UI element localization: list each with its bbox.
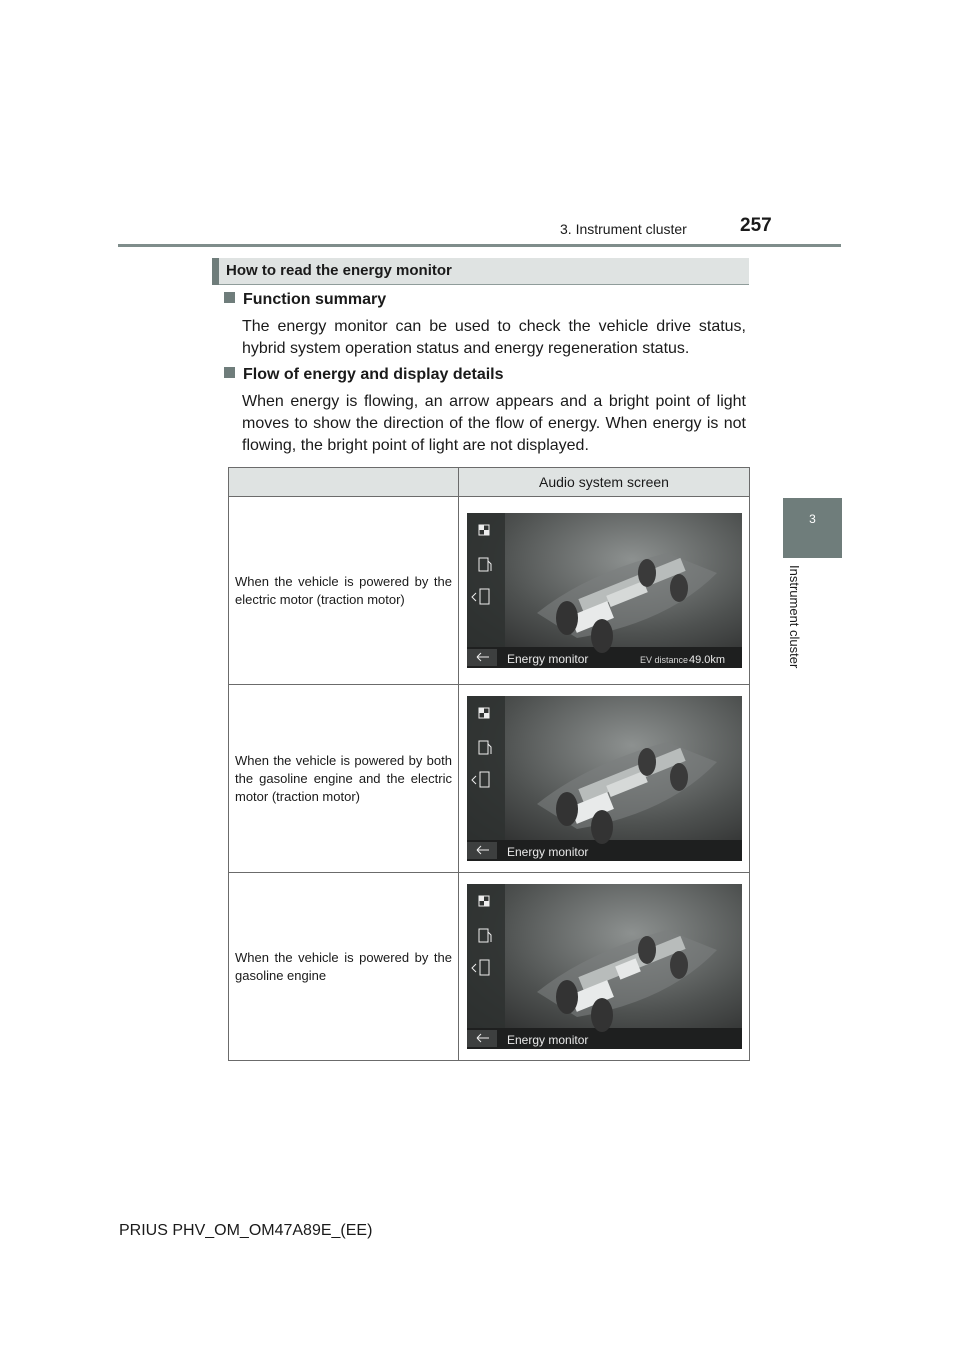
screen-cell [459,685,750,873]
ev-distance-label: EV distance [639,655,688,665]
back-arrow-icon[interactable] [467,842,497,859]
screen-title: Energy monitor [506,652,588,666]
energy-monitor-table [228,467,750,1061]
header-rule [118,244,841,247]
subheading-function-summary: Function summary [224,291,386,309]
header-section-title: 3. Instrument cluster [560,221,687,237]
paragraph-function-summary: The energy monitor can be used to check the vehicle drive status, hybrid system operation status and energy regeneration status. [242,318,746,357]
screen-cell [459,497,750,685]
row-label: When the vehicle is powered by the gasoline engine [229,873,459,1061]
table-row [229,497,750,685]
row-label: When the vehicle is powered by the electric motor (traction motor) [229,497,459,685]
screen-cell [459,873,750,1061]
table-row [229,873,750,1061]
section-heading: How to read the energy monitor [226,262,452,279]
row-label: When the vehicle is powered by both the gasoline engine and the electric motor (traction motor) [229,685,459,873]
table-row [229,685,750,873]
energy-monitor-screen [467,513,742,668]
chapter-tab [783,498,842,558]
section-heading-accent [212,258,219,285]
chapter-title: Instrument cluster [787,565,802,669]
bullet-square-icon [224,367,235,378]
table-header-audio: Audio system screen [459,468,750,497]
section-heading-bar [212,258,749,285]
back-arrow-icon[interactable] [467,649,497,666]
page-number: 257 [740,215,772,236]
screen-title: Energy monitor [506,1033,588,1047]
bullet-square-icon [224,292,235,303]
footer-document-code: PRIUS PHV_OM_OM47A89E_(EE) [119,1222,373,1239]
subheading-flow-of-energy: Flow of energy and display details [224,366,504,384]
paragraph-flow-of-energy: When energy is flowing, an arrow appears and a bright point of light moves to show the direction of the flow of energy. When energy is not flowing, the bright point of light are not displayed. [242,393,746,454]
back-arrow-icon[interactable] [467,1030,497,1047]
table-header-empty [229,468,459,497]
screen-title: Energy monitor [506,845,588,859]
table-header-row [229,468,750,497]
chapter-number: 3 [809,512,816,526]
ev-distance-value: 49.0km [688,654,725,666]
energy-monitor-screen [467,884,742,1049]
energy-monitor-screen [467,696,742,861]
